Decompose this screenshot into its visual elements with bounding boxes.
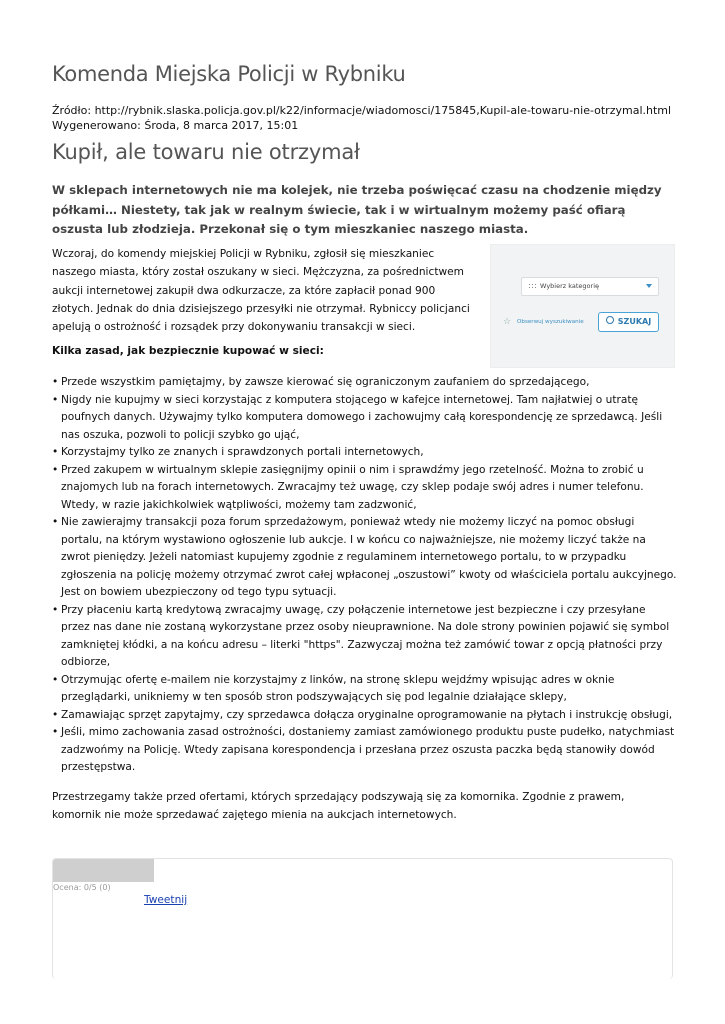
article-warning: Przestrzegamy także przed ofertami, których sprzedający podszywają się za komornika. Zgodnie z prawem, komornik nie może sprzedawać zajętego mienia na aukcjach internetowych. [52,791,625,821]
category-select-screenshot [521,277,659,296]
observe-search-label: Obserwuj wyszukiwanie [517,319,584,325]
list-item: • Korzystajmy tylko ze znanych i sprawdzonych portali internetowych, [52,444,677,462]
category-select-label: Wybierz kategorię [540,282,600,290]
source-url: Źródło: http://rybnik.slaska.policja.gov.pl/k22/informacje/wiadomosci/175845,Kupil-ale-towaru-nie-otrzymal.html [52,104,672,117]
list-item: • Nigdy nie kupujmy w sieci korzystając z komputera stojącego w kafejce internetowej. Tam najłatwiej o utratę poufnych danych. Używajmy tylko komputera domowego i zachowujmy całą korespondencję ze sprzedawcą. Jeśli nas oszuka, pozwoli to policji szybko go ująć, [52,392,677,445]
list-item: • Przy płaceniu kartą kredytową zwracajmy uwagę, czy połączenie internetowe jest bezpieczne i czy przesyłane przez nas dane nie zostaną wykorzystane przez osoby nieuprawnione. Na dole strony powinien pojawić się symbol zamkniętej kłódki, a na końcu adresu – literki "https". Zazwyczaj można też zamówić towar z opcją płatności przy odbiorze, [52,602,677,672]
grid-icon [528,283,536,290]
rating-panel [52,858,673,979]
chevron-down-icon [646,284,652,288]
list-item: • Przede wszystkim pamiętajmy, by zawsze kierować się ograniczonym zaufaniem do sprzedającego, [52,374,677,392]
article-image [490,244,675,368]
meta-info [52,104,671,133]
search-button-screenshot [598,312,659,332]
star-icon: ☆ [503,317,512,327]
list-item: • Nie zawierajmy transakcji poza forum sprzedażowym, ponieważ wtedy nie możemy liczyć na pomoc obsługi portalu, na którym wystawiono ogłoszenie lub aukcje. I w końcu co najważniejsze, nie możemy liczyć także na zwrot pieniędzy. Jeżeli natomiast kupujemy zgodnie z regulaminem internetowego portalu, to w przypadku zgłoszenia na policję możemy otrzymać zwrot całej wpłaconej „oszustowi” kwoty od właściciela portalu aukcyjnego. Jest on bowiem ubezpieczony od tego typu sytuacji. [52,514,677,602]
list-item: • Zamawiając sprzęt zapytajmy, czy sprzedawca dołącza oryginalne oprogramowanie na płytach i instrukcję obsługi, [52,707,677,725]
rating-bar[interactable] [53,859,154,882]
article-lead: W sklepach internetowych nie ma kolejek, nie trzeba poświęcać czasu na chodzenie między półkami… Niestety, tak jak w realnym świecie, tak i w wirtualnym możemy paść ofiarą oszusta lub złodzieja. Przekonał się o tym mieszkaniec naszego miasta. [52,183,662,236]
rating-label: Ocena: 0/5 (0) [53,883,111,892]
article-intro: Wczoraj, do komendy miejskiej Policji w Rybniku, zgłosił się mieszkaniec naszego miasta, który został oszukany w sieci. Mężczyzna, za pośrednictwem aukcji internetowej zakupił dwa odkurzacze, za które zapłacił ponad 900 złotych. Jednak do dnia dzisiejszego przesyłki nie otrzymał. Rybniccy policjanci apelują o ostrożność i rozsądek przy dokonywaniu transakcji w sieci. [52,248,470,334]
list-item: • Jeśli, mimo zachowania zasad ostrożności, dostaniemy zamiast zamówionego produktu puste pudełko, natychmiast zadzwońmy na Policję. Wtedy zapisana korespondencja i przesłana przez oszusta paczka będą stanowiły dowód przestępstwa. [52,724,677,777]
tweet-link[interactable]: Tweetnij [144,894,188,906]
search-button-label: SZUKAJ [617,317,652,326]
rules-list [52,374,677,777]
article-title: Kupił, ale towaru nie otrzymał [52,140,360,164]
list-item: • Otrzymując ofertę e-mailem nie korzystajmy z linków, na stronę sklepu wejdźmy wpisując adres w oknie przeglądarki, unikniemy w ten sposób stron podszywających się pod legalnie działające sklepy, [52,672,677,707]
rules-heading: Kilka zasad, jak bezpiecznie kupować w sieci: [52,345,324,357]
list-item: • Przed zakupem w wirtualnym sklepie zasięgnijmy opinii o nim i sprawdźmy jego rzetelność. Można to zrobić u znajomych lub na forach internetowych. Zwracajmy też uwagę, czy sklep podaje swój adres i numer telefonu. Wtedy, w razie jakichkolwiek wątpliwości, możemy tam zadzwonić, [52,462,677,515]
search-icon [606,316,614,324]
generated-date: Wygenerowano: Środa, 8 marca 2017, 15:01 [52,118,299,132]
site-title: Komenda Miejska Policji w Rybniku [52,62,406,86]
